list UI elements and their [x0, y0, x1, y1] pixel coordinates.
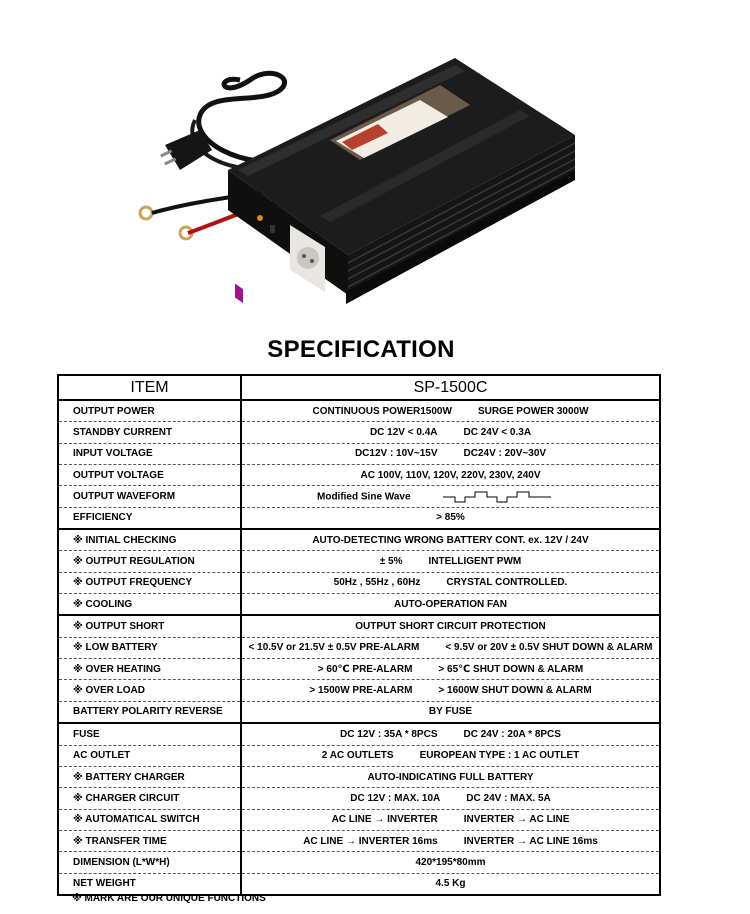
table-row [58, 465, 660, 486]
spec-item-label: ※ INITIAL CHECKING [58, 529, 241, 551]
table-row [58, 745, 660, 766]
spec-item-label: ※ OUTPUT SHORT [58, 615, 241, 637]
spec-value [241, 615, 660, 637]
spec-value [241, 594, 660, 616]
spec-value [241, 443, 660, 464]
inverter-illustration [120, 20, 575, 325]
spec-value-secondary: > 1600W SHUT DOWN & ALARM [438, 685, 592, 697]
table-row [58, 723, 660, 745]
spec-value-primary: > 85% [436, 512, 465, 524]
spec-item-label: INPUT VOLTAGE [58, 443, 241, 464]
spec-value [241, 873, 660, 895]
spec-value-primary: CONTINUOUS POWER1500W [312, 405, 452, 417]
spec-value [241, 830, 660, 851]
spec-value [241, 723, 660, 745]
spec-value-secondary: CRYSTAL CONTROLLED. [446, 577, 568, 589]
spec-value [241, 852, 660, 873]
spec-item-label: ※ OVER LOAD [58, 680, 241, 701]
spec-value-secondary: EUROPEAN TYPE : 1 AC OUTLET [419, 750, 580, 762]
spec-item-label: ※ TRANSFER TIME [58, 830, 241, 851]
table-row [58, 529, 660, 551]
spec-value [241, 766, 660, 787]
spec-item-label: OUTPUT POWER [58, 400, 241, 422]
header-item: ITEM [58, 375, 241, 400]
spec-item-label: ※ LOW BATTERY [58, 637, 241, 658]
table-row [58, 507, 660, 529]
table-header [58, 375, 660, 400]
spec-item-label: EFFICIENCY [58, 507, 241, 529]
spec-value [241, 422, 660, 443]
spec-value-primary: OUTPUT SHORT CIRCUIT PROTECTION [355, 621, 546, 633]
table-row [58, 572, 660, 593]
spec-value-primary: 50Hz , 55Hz , 60Hz [333, 577, 421, 589]
spec-value [241, 745, 660, 766]
spec-table [57, 374, 661, 896]
spec-value-secondary: > 65℃ SHUT DOWN & ALARM [438, 663, 584, 675]
spec-value-primary: AC LINE → INVERTER 16ms [303, 835, 438, 847]
spec-item-label: BATTERY POLARITY REVERSE [58, 701, 241, 723]
spec-item-label: FUSE [58, 723, 241, 745]
spec-value-primary: DC 12V : MAX. 10A [350, 792, 441, 804]
spec-value-primary: AUTO-DETECTING WRONG BATTERY CONT. ex. 12V / 24V [312, 534, 589, 546]
spec-value-primary: < 10.5V or 21.5V ± 0.5V PRE-ALARM [248, 642, 420, 654]
spec-value-primary: DC 12V < 0.4A [369, 427, 438, 439]
spec-value [241, 465, 660, 486]
table-row [58, 594, 660, 616]
spec-value-secondary: < 9.5V or 20V ± 0.5V SHUT DOWN & ALARM [445, 642, 653, 654]
spec-value [241, 572, 660, 593]
table-row [58, 443, 660, 464]
spec-value-primary: ± 5% [379, 556, 403, 568]
spec-value-secondary: DC 24V < 0.3A [463, 427, 532, 439]
spec-value-primary: AUTO-OPERATION FAN [394, 598, 507, 610]
spec-value [241, 788, 660, 809]
page-title: SPECIFICATION [267, 336, 455, 363]
spec-value [241, 507, 660, 529]
spec-item-label: ※ OUTPUT FREQUENCY [58, 572, 241, 593]
spec-item-label: OUTPUT WAVEFORM [58, 486, 241, 507]
table-row [58, 788, 660, 809]
spec-item-label: OUTPUT VOLTAGE [58, 465, 241, 486]
table-row [58, 637, 660, 658]
spec-value-secondary: INTELLIGENT PWM [428, 556, 522, 568]
table-row [58, 873, 660, 895]
product-photo [120, 20, 575, 325]
spec-item-label: ※ CHARGER CIRCUIT [58, 788, 241, 809]
spec-item-label: STANDBY CURRENT [58, 422, 241, 443]
spec-value [241, 486, 660, 507]
spec-value-primary: 2 AC OUTLETS [321, 750, 394, 762]
spec-value-secondary: DC 24V : 20A * 8PCS [463, 728, 561, 740]
spec-value-primary: 420*195*80mm [415, 856, 486, 868]
spec-value-secondary: INVERTER → AC LINE [463, 814, 570, 826]
table-row [58, 766, 660, 787]
spec-value-primary: AC LINE → INVERTER [331, 814, 438, 826]
spec-value [241, 701, 660, 723]
table-row [58, 400, 660, 422]
footer-note: ※ MARK ARE OUR UNIQUE FUNCTIONS [72, 893, 266, 904]
spec-value-primary: > 1500W PRE-ALARM [309, 685, 413, 697]
table-row [58, 659, 660, 680]
spec-value [241, 400, 660, 422]
modified-sine-wave-icon [443, 490, 551, 504]
spec-value-primary: Modified Sine Wave [317, 491, 411, 503]
header-model: SP-1500C [241, 375, 660, 400]
table-row [58, 422, 660, 443]
spec-value-primary: DC 12V : 35A * 8PCS [340, 728, 438, 740]
table-row [58, 615, 660, 637]
spec-value-secondary: DC 24V : MAX. 5A [466, 792, 551, 804]
table-row [58, 852, 660, 873]
spec-value [241, 809, 660, 830]
spec-value-primary: BY FUSE [428, 706, 473, 718]
spec-item-label: ※ OUTPUT REGULATION [58, 551, 241, 572]
spec-value-secondary: INVERTER → AC LINE 16ms [463, 835, 598, 847]
spec-value-secondary: DC24V : 20V~30V [463, 448, 547, 460]
spec-item-label: NET WEIGHT [58, 873, 241, 895]
spec-item-label: ※ COOLING [58, 594, 241, 616]
spec-value-primary: AUTO-INDICATING FULL BATTERY [367, 771, 534, 783]
spec-value [241, 659, 660, 680]
spec-value-secondary: SURGE POWER 3000W [477, 405, 589, 417]
table-row [58, 680, 660, 701]
spec-item-label: ※ OVER HEATING [58, 659, 241, 680]
spec-item-label: ※ BATTERY CHARGER [58, 766, 241, 787]
spec-item-label: AC OUTLET [58, 745, 241, 766]
spec-value [241, 551, 660, 572]
spec-value-primary: AC 100V, 110V, 120V, 220V, 230V, 240V [360, 469, 541, 481]
spec-item-label: DIMENSION (L*W*H) [58, 852, 241, 873]
table-row [58, 486, 660, 507]
spec-value [241, 637, 660, 658]
spec-value-primary: > 60℃ PRE-ALARM [317, 663, 413, 675]
table-row [58, 809, 660, 830]
table-row [58, 551, 660, 572]
spec-item-label: ※ AUTOMATICAL SWITCH [58, 809, 241, 830]
spec-value-primary: DC12V : 10V~15V [354, 448, 438, 460]
spec-value [241, 529, 660, 551]
spec-value-primary: 4.5 Kg [435, 878, 466, 890]
table-row [58, 830, 660, 851]
spec-value [241, 680, 660, 701]
table-row [58, 701, 660, 723]
